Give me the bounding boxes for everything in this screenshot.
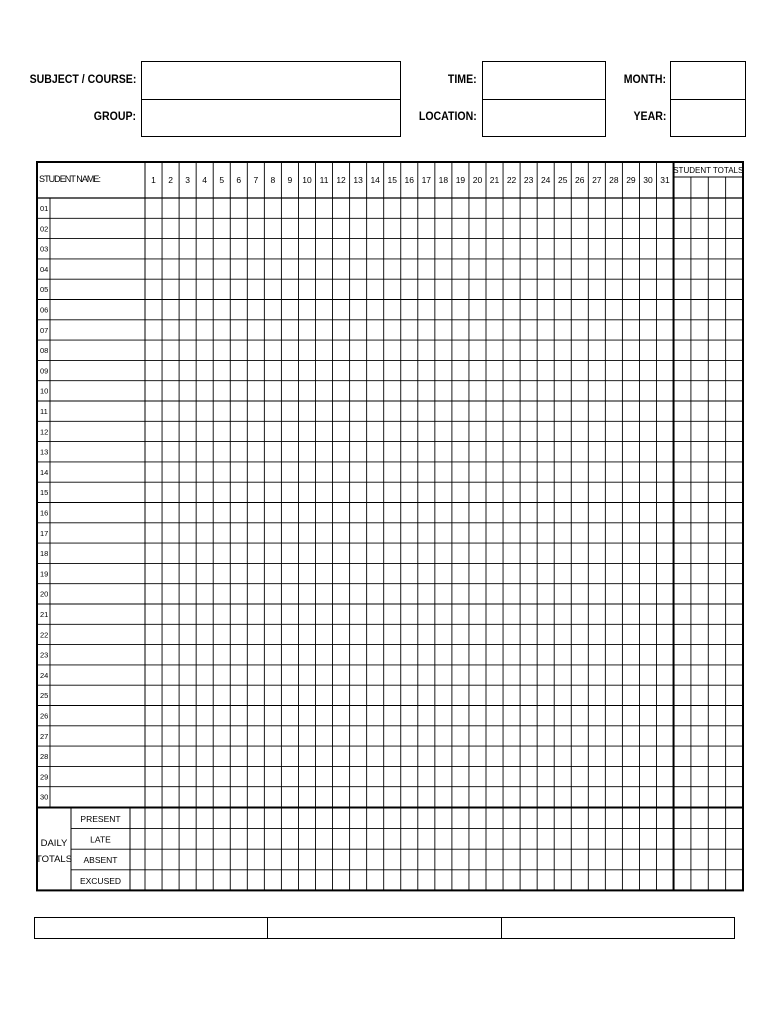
row-number: 10 <box>40 386 49 396</box>
row-number: 12 <box>40 427 49 437</box>
year-label: YEAR: <box>633 109 666 123</box>
day-header: 7 <box>253 175 259 185</box>
daily-category-label: ABSENT <box>83 855 118 866</box>
row-number: 19 <box>40 569 49 579</box>
day-header: 24 <box>540 175 551 185</box>
row-number: 05 <box>40 285 49 295</box>
row-number: 24 <box>40 670 49 680</box>
grid-outer-border <box>37 162 743 890</box>
student-name-header: STUDENT NAME: <box>39 174 101 184</box>
day-header: 13 <box>353 175 363 185</box>
row-number: 16 <box>40 508 49 518</box>
row-number: 22 <box>40 630 49 640</box>
day-header: 2 <box>168 175 173 185</box>
day-header: 5 <box>219 175 225 185</box>
day-header: 8 <box>270 175 276 185</box>
row-number: 14 <box>40 467 49 477</box>
time-label: TIME: <box>448 72 477 86</box>
footer-cell-1[interactable] <box>35 918 267 938</box>
day-header: 26 <box>575 175 585 185</box>
group-label: GROUP: <box>93 109 136 123</box>
row-number: 30 <box>40 792 49 802</box>
row-number: 07 <box>40 325 49 335</box>
day-header: 30 <box>643 175 653 185</box>
day-header: 28 <box>609 175 619 185</box>
student-totals-header: STUDENT TOTALS <box>673 166 744 175</box>
row-number: 13 <box>40 447 49 457</box>
row-number: 01 <box>40 204 49 213</box>
day-header: 19 <box>455 175 466 185</box>
row-number: 27 <box>40 731 49 741</box>
row-number: 18 <box>40 549 49 559</box>
footer-cell-3[interactable] <box>501 918 734 938</box>
row-number: 28 <box>40 752 49 762</box>
day-header: 1 <box>151 175 156 185</box>
daily-category-label: PRESENT <box>80 814 121 824</box>
row-number: 21 <box>40 610 49 619</box>
row-number: 25 <box>40 691 49 701</box>
subject-course-label: SUBJECT / COURSE: <box>29 72 136 86</box>
row-number: 02 <box>40 224 49 234</box>
day-header: 12 <box>336 175 346 185</box>
row-number: 11 <box>40 407 48 416</box>
day-header: 25 <box>557 175 568 185</box>
day-header: 27 <box>592 175 602 185</box>
row-number: 06 <box>40 305 49 315</box>
day-header: 4 <box>202 175 208 185</box>
day-header: 31 <box>660 175 670 185</box>
day-header: 16 <box>404 175 415 185</box>
daily-totals-label: TOTALS <box>35 854 73 866</box>
day-header: 18 <box>438 175 449 185</box>
row-number: 20 <box>40 589 49 599</box>
row-number: 17 <box>40 528 49 538</box>
footer-bar <box>34 917 735 939</box>
day-header: 17 <box>421 175 432 185</box>
day-header: 11 <box>319 175 329 185</box>
row-number: 08 <box>40 346 49 356</box>
day-header: 15 <box>387 175 397 185</box>
month-label: MONTH: <box>623 72 666 86</box>
day-header: 10 <box>302 175 312 185</box>
day-header: 21 <box>489 175 500 185</box>
day-header: 14 <box>370 175 380 185</box>
day-header: 9 <box>287 175 293 185</box>
day-header: 23 <box>523 175 534 185</box>
row-number: 23 <box>40 650 49 660</box>
day-header: 6 <box>236 175 242 185</box>
row-number: 04 <box>40 264 49 274</box>
row-number: 29 <box>40 772 49 782</box>
day-header: 29 <box>626 175 636 185</box>
row-number: 15 <box>40 488 49 498</box>
daily-category-label: LATE <box>90 834 111 845</box>
footer-cell-2[interactable] <box>267 918 500 938</box>
row-number: 09 <box>40 366 49 376</box>
day-header: 20 <box>472 175 483 185</box>
day-header: 3 <box>185 175 190 185</box>
location-label: LOCATION: <box>419 109 477 123</box>
daily-totals-label: DAILY <box>40 838 68 850</box>
day-header: 22 <box>506 175 517 185</box>
row-number: 03 <box>40 244 49 254</box>
daily-category-label: EXCUSED <box>79 875 122 886</box>
row-number: 26 <box>40 711 49 721</box>
